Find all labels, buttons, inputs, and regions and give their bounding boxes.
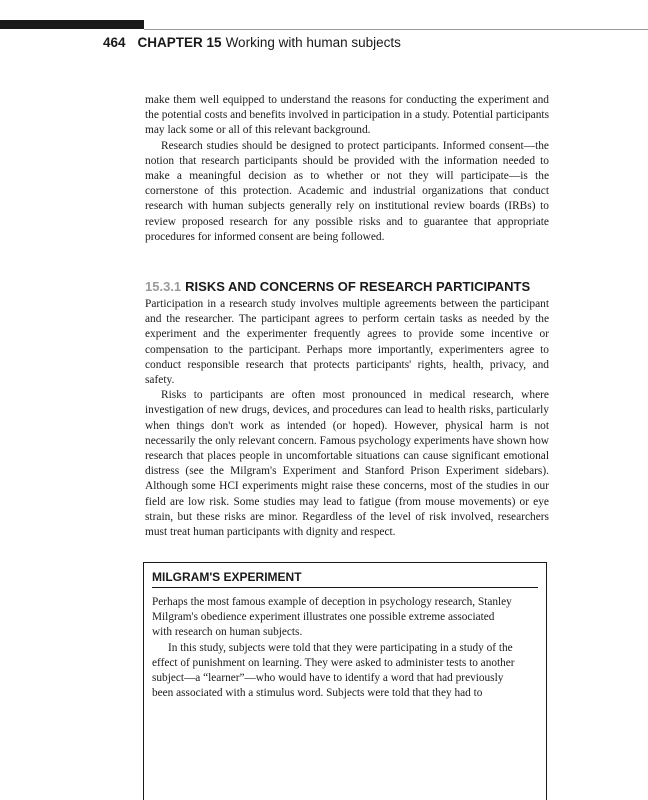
header-bar [0,20,144,29]
section-number: 15.3.1 [145,279,182,294]
sidebar-title: MILGRAM'S EXPERIMENT [152,570,538,588]
section-title: RISKS AND CONCERNS OF RESEARCH PARTICIPANTS [185,279,531,294]
section-heading [145,279,549,294]
intro-paragraph-2: Research studies should be designed to protect participants. Informed consent—the notion that research participants should be provided with the information needed to make a meaningful decision as to whether or not they will participate—is the cornerstone of this protection. Academic and industrial organizations that conduct research with human subjects generally rely on institutional review boards (IRBs) to review proposed research for any possible risks and to guarantee that appropriate procedures for informed consent are being followed. [145,139,549,243]
sidebar-line: Perhaps the most famous example of deception in psychology research, Stanley [152,596,512,608]
chapter-label: CHAPTER 15 [137,35,222,50]
sidebar-line: Milgram's obedience experiment illustrates one possible extreme associated [152,611,495,624]
intro-paragraph-1: make them well equipped to understand the reasons for conducting the experiment and the potential costs and benefits involved in participation in a study. Potential participants may lack some or all of this relevant background. [145,94,549,137]
sidebar-paragraph-2 [152,641,540,702]
sidebar-line: subject—a “learner”—who would have to identify a word that had previously [152,672,504,685]
sidebar-line: effect of punishment on learning. They were asked to administer tests to another [152,656,515,669]
section-paragraph-1: Participation in a research study involves multiple agreements between the participant and the researcher. The participant agrees to perform certain tasks as needed by the experiment and the experimenter frequently agrees to provide some incentive or compensation to the participant. Perhaps more importantly, experimenters agree to conduct responsible research that protects participants' rights, health, privacy, and safety. [145,298,549,387]
sidebar-line: been associated with a stimulus word. Subjects were told that they had to [152,687,483,700]
running-header [103,35,401,50]
sidebar-line: with research on human subjects. [152,626,303,639]
milgram-sidebar [143,562,547,800]
sidebar-line: In this study, subjects were told that they were participating in a study of the [168,641,513,654]
header-rule [144,29,648,30]
page-number: 464 [103,35,126,50]
section-text [145,297,549,540]
sidebar-paragraph-1 [152,595,540,641]
intro-text [145,93,549,245]
chapter-title: Working with human subjects [225,35,401,50]
sidebar-text [152,595,540,701]
section-paragraph-2: Risks to participants are often most pronounced in medical research, where investigation of new drugs, devices, and procedures can lead to health risks, particularly when things don't work as intended (or hoped). However, physical harm is not necessarily the only relevant concern. Famous psychology experiments have shown how research that places people in uncomfortable situations can cause significant emotional distress (see the Milgram's Experiment and Stanford Prison Experiment sidebars). Although some HCI experiments might raise these concerns, most of the studies in our field are low risk. Some studies may lead to fatigue (from mouse movements) or eye strain, but these risks are minor. Regardless of the level of risk involved, researchers must treat human participants with dignity and respect. [145,389,549,539]
